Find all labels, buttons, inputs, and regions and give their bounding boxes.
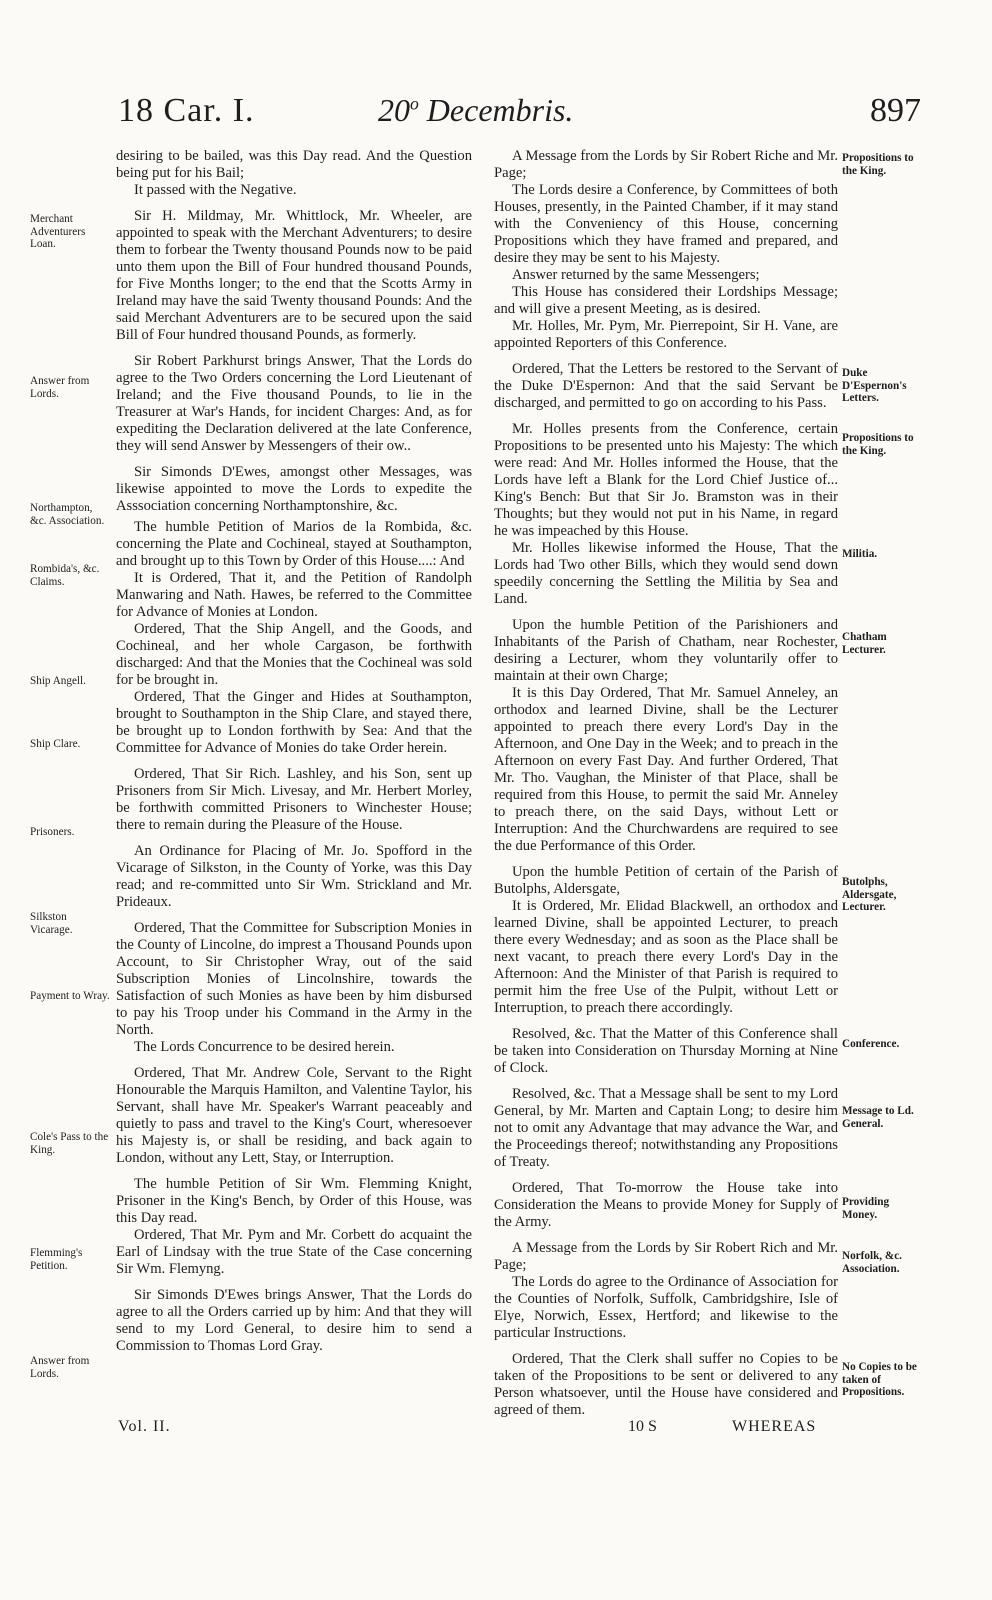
paragraph: Ordered, That the Clerk shall suffer no Copies to be taken of the Propositions to be sent or delivered to any Person whatsoever, until the House have considered and agreed of them. (494, 1351, 838, 1418)
paragraph: The Lords desire a Conference, by Committees of both Houses, presently, in the Painted Chamber, if it may stand with the Conveniency of this House, concerning Propositions which they have framed and prepared, and desire they may be sent to his Majesty. (494, 182, 838, 266)
paragraph: It is this Day Ordered, That Mr. Samuel Anneley, an orthodox and learned Divine, shall be the Lecturer appointed to preach there every Lord's Day in the Afternoon, and One Day in the Week; and to preach in the Afternoon on every Fast Day. And further Ordered, That Mr. Tho. Vaughan, the Minister of that Place, shall be required from this House, to permit the said Mr. Anneley to preach there, on the said Days, without Lett or Interruption: And the Churchwardens are required to see the due Performance of this Order. (494, 685, 838, 854)
margin-note: Conference. (842, 1038, 900, 1050)
paragraph: It is Ordered, That it, and the Petition of Randolph Manwaring and Nath. Hawes, be referred to the Committee for Advance of Monies at London. (116, 570, 472, 620)
paragraph: Resolved, &c. That a Message shall be sent to my Lord General, by Mr. Marten and Captain Long; to desire him not to omit any Advantage that may advance the War, and the Proceedings thereof; notwithstanding any Propositions of Treaty. (494, 1086, 838, 1170)
paragraph: Upon the humble Petition of certain of the Parish of Butolphs, Aldersgate, (494, 864, 838, 897)
date-month: Decembris. (418, 92, 574, 128)
margin-note: Merchant Adventurers Loan. (30, 213, 86, 250)
page-footer (0, 1418, 992, 1442)
paragraph: Ordered, That Mr. Andrew Cole, Servant to the Right Honourable the Marquis Hamilton, and Valentine Taylor, his Servant, shall have Mr. Speaker's Warrant peaceably and quietly to pass and travel to the King's Court, wheresoever his Majesty is, or shall be residing, and back again to London, without any Lett, Stay, or Interruption. (116, 1065, 472, 1166)
paragraph: Upon the humble Petition of the Parishioners and Inhabitants of the Parish of Chatham, near Rochester, desiring a Lecturer, whom they voluntarily offer to maintain at their own Charge; (494, 617, 838, 684)
margin-note: Prisoners. (30, 826, 75, 838)
paragraph: The Lords do agree to the Ordinance of Association for the Counties of Norfolk, Suffolk, Cambridgshire, Isle of Elye, Norwich, Essex, Hertford; and likewise to the particular Instructions. (494, 1274, 838, 1341)
paragraph: A Message from the Lords by Sir Robert Rich and Mr. Page; (494, 1240, 838, 1273)
paragraph: desiring to be bailed, was this Day read. And the Question being put for his Bail; (116, 148, 472, 181)
margin-note: Payment to Wray. (30, 990, 110, 1002)
margin-note: Flemming's Petition. (30, 1247, 83, 1272)
margin-note: Rombida's, &c. Claims. (30, 563, 100, 588)
signature-mark: 10 S (628, 1418, 657, 1435)
paragraph: Ordered, That the Ginger and Hides at Southampton, brought to Southampton in the Ship Clare, and stayed there, be brought up to London forthwith by Sea: And that the Committee for Advance of Monies do take Order herein. (116, 689, 472, 756)
paragraph: Sir Robert Parkhurst brings Answer, That the Lords do agree to the Two Orders concerning the Lord Lieutenant of Ireland; and the Five thousand Pounds, to lie in the Treasurer at War's Hands, for incident Charges: And, as for expediting the Declaration delivered at the late Conference, they will send Answer by Messengers of their ow.. (116, 353, 472, 454)
paragraph: It is Ordered, Mr. Elidad Blackwell, an orthodox and learned Divine, shall be appointed Lecturer, to preach there every Wednesday; and as soon as the Place shall be next vacant, to preach there every Lord's Day in the Afternoon: And the Minister of that Parish is required to permit him the free Use of the Pulpit, without Lett or Interruption, to preach there accordingly. (494, 898, 838, 1016)
paragraph: It passed with the Negative. (134, 182, 297, 198)
date-day: 20 (378, 92, 410, 128)
paragraph: Ordered, That To-morrow the House take into Consideration the Means to provide Money for Supply of the Army. (494, 1180, 838, 1230)
volume-label: Vol. II. (118, 1418, 171, 1435)
margin-note: Northampton, &c. Association. (30, 502, 105, 527)
paragraph: The humble Petition of Marios de la Rombida, &c. concerning the Plate and Cochineal, stayed at Southampton, and brought up to this Town by Order of this House....: And (116, 519, 472, 569)
margin-note: Propositions to the King. (842, 152, 914, 177)
margin-note: No Copies to be taken of Propositions. (842, 1361, 917, 1398)
paragraph: An Ordinance for Placing of Mr. Jo. Spofford in the Vicarage of Silkston, in the County of Yorke, was this Day read; and re-committed unto Sir Wm. Strickland and Mr. Prideaux. (116, 843, 472, 910)
margin-note: Militia. (842, 548, 878, 560)
left-text-column (116, 148, 472, 1355)
margin-note: Duke D'Espernon's Letters. (842, 367, 907, 404)
margin-note: Propositions to the King. (842, 432, 914, 457)
margin-note: Silkston Vicarage. (30, 911, 73, 936)
page-date (378, 92, 573, 129)
margin-note: Butolphs, Aldersgate, Lecturer. (842, 876, 897, 913)
paragraph: Ordered, That the Letters be restored to the Servant of the Duke D'Espernon: And that the said Servant be discharged, and permitted to go on according to his Pass. (494, 361, 838, 411)
paragraph: Mr. Holles presents from the Conference, certain Propositions to be presented unto his Majesty: The which were read: And Mr. Holles informed the House, that the Lords have left a Blank for the Lord Chief Justice of... King's Bench: But that Sir Jo. Bramston was in their Thoughts; but they would not put in his Name, in regard he was impeached by this House. (494, 421, 838, 539)
catchword: WHEREAS (732, 1418, 817, 1435)
paragraph: Ordered, That the Committee for Subscription Monies in the County of Lincolne, do imprest a Thousand Pounds upon Account, to Sir Christopher Wray, out of the said Subscription Monies of Lincolnshire, towards the Satisfaction of such Monies as have been by him disbursed to pay his Troop under his Command in the Army in the North. (116, 920, 472, 1038)
regnal-year: 18 Car. I. (118, 92, 255, 129)
paragraph: Mr. Holles likewise informed the House, That the Lords had Two other Bills, which they would send down speedily concerning the Settling the Militia by Sea and Land. (494, 540, 838, 607)
margin-note: Ship Clare. (30, 738, 81, 750)
paragraph: Mr. Holles, Mr. Pym, Mr. Pierrepoint, Sir H. Vane, are appointed Reporters of this Conference. (494, 318, 838, 351)
paragraph: Resolved, &c. That the Matter of this Conference shall be taken into Consideration on Thursday Morning at Nine of Clock. (494, 1026, 838, 1076)
paragraph: Ordered, That the Ship Angell, and the Goods, and Cochineal, and her whole Cargason, be forthwith discharged: And that the Monies that the Cochineal was sold for be brought in. (116, 621, 472, 688)
paragraph: Answer returned by the same Messengers; (512, 267, 760, 283)
margin-note: Answer from Lords. (30, 375, 90, 400)
paragraph: Ordered, That Sir Rich. Lashley, and his Son, sent up Prisoners from Sir Mich. Livesay, and Mr. Herbert Morley, be forthwith committed Prisoners to Winchester House; there to remain during the Pleasure of the House. (116, 766, 472, 833)
right-text-column (494, 148, 838, 1419)
paragraph: Sir Simonds D'Ewes brings Answer, That the Lords do agree to all the Orders carried up by him: And that they will send to my Lord General, to desire him to send a Commission to Thomas Lord Gray. (116, 1287, 472, 1354)
margin-note: Cole's Pass to the King. (30, 1131, 109, 1156)
paragraph: This House has considered their Lordships Message; and will give a present Meeting, as is desired. (494, 284, 838, 317)
paragraph: The Lords Concurrence to be desired herein. (134, 1039, 395, 1055)
paragraph: The humble Petition of Sir Wm. Flemming Knight, Prisoner in the King's Bench, by Order of this House, was this Day read. (116, 1176, 472, 1226)
date-ordinal: o (410, 93, 419, 114)
page-number: 897 (870, 92, 921, 129)
running-header (0, 92, 992, 140)
paragraph: Ordered, That Mr. Pym and Mr. Corbett do acquaint the Earl of Lindsay with the true State of the Case concerning Sir Wm. Flemyng. (116, 1227, 472, 1277)
margin-note: Ship Angell. (30, 675, 86, 687)
margin-note: Chatham Lecturer. (842, 631, 887, 656)
paragraph: A Message from the Lords by Sir Robert Riche and Mr. Page; (494, 148, 838, 181)
paragraph: Sir H. Mildmay, Mr. Whittlock, Mr. Wheeler, are appointed to speak with the Merchant Adventurers; to desire them to forbear the Twenty thousand Pounds now to be paid unto them upon the Bill of Four hundred thousand Pounds, for Five Months longer; to the end that the Scotts Army in Ireland may have the said Twenty thousand Pounds: And the said Merchant Adventurers are to be secured upon the said Bill of Four hundred thousand Pounds, as formerly. (116, 208, 472, 343)
margin-note: Norfolk, &c. Association. (842, 1250, 902, 1275)
margin-note: Message to Ld. General. (842, 1105, 914, 1130)
margin-note: Providing Money. (842, 1196, 890, 1221)
paragraph: Sir Simonds D'Ewes, amongst other Messages, was likewise appointed to move the Lords to expedite the Asssociation concerning Northamptonshire, &c. (116, 464, 472, 514)
margin-note: Answer from Lords. (30, 1355, 90, 1380)
